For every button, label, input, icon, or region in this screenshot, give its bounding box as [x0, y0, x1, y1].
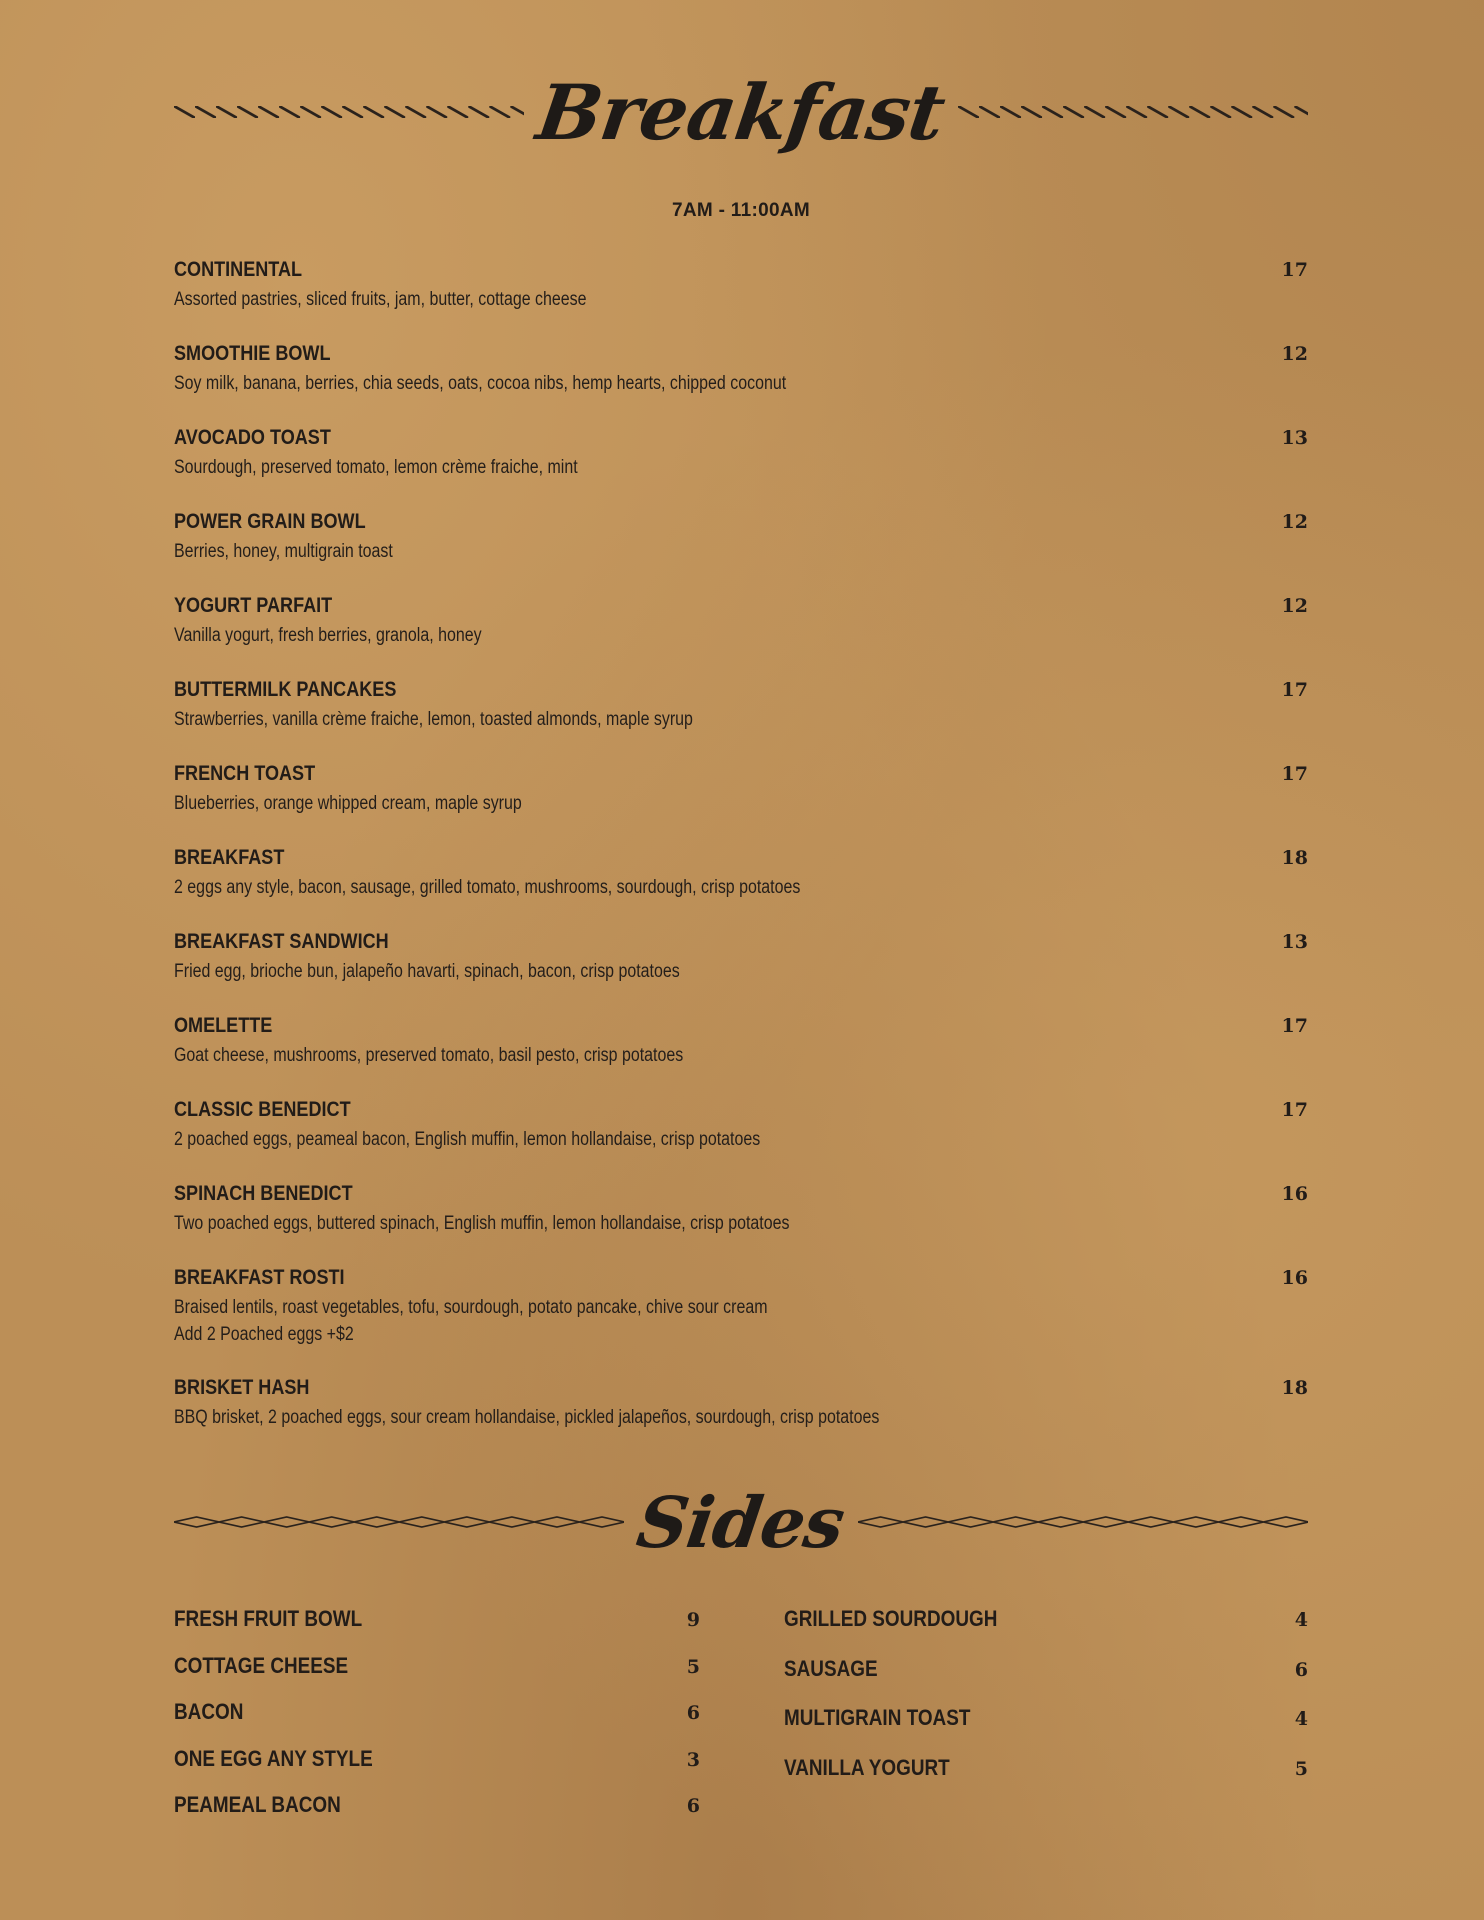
decorative-rule-left [174, 1516, 624, 1528]
menu-item-price: 16 [1281, 1267, 1308, 1289]
menu-item-name: BUTTERMILK PANCAKES [174, 678, 397, 701]
decorative-rule-left [174, 106, 524, 118]
menu-item-name: SMOOTHIE BOWL [174, 342, 331, 365]
menu-item [174, 594, 1308, 678]
menu-item [174, 258, 1308, 342]
decorative-rule-right [958, 106, 1308, 118]
side-item-name: ONE EGG ANY STYLE [174, 1745, 373, 1771]
menu-item-name: OMELETTE [174, 1014, 273, 1037]
menu-item-description: Blueberries, orange whipped cream, maple syrup [174, 793, 522, 814]
menu-item-header [174, 762, 1308, 790]
side-item [174, 1699, 700, 1746]
menu-item-price: 12 [1281, 511, 1308, 533]
menu-item [174, 762, 1308, 846]
menu-item-price: 18 [1281, 847, 1308, 869]
side-item-name: VANILLA YOGURT [784, 1754, 950, 1780]
menu-item-header [174, 846, 1308, 874]
menu-item-header [174, 930, 1308, 958]
sides-column-left [174, 1606, 700, 1839]
decorative-rule-right [858, 1516, 1308, 1528]
side-item-price: 6 [686, 1795, 700, 1817]
breakfast-menu-list [174, 258, 1308, 1460]
menu-item-price: 17 [1281, 259, 1308, 281]
menu-item [174, 342, 1308, 426]
menu-item-description: Sourdough, preserved tomato, lemon crème fraiche, mint [174, 457, 578, 478]
menu-item-header [174, 258, 1308, 286]
menu-item-name: FRENCH TOAST [174, 762, 316, 785]
side-item-name: MULTIGRAIN TOAST [784, 1705, 971, 1730]
menu-item-price: 17 [1281, 679, 1308, 701]
side-item [174, 1746, 700, 1793]
side-item [174, 1606, 700, 1653]
menu-item-description: Strawberries, vanilla crème fraiche, lemon, toasted almonds, maple syrup [174, 709, 693, 730]
menu-item-price: 17 [1281, 1015, 1308, 1037]
menu-item-description: Goat cheese, mushrooms, preserved tomato, basil pesto, crisp potatoes [174, 1045, 684, 1066]
sides-title: Sides [632, 1480, 850, 1564]
breakfast-header [174, 62, 1308, 162]
menu-item-name: CLASSIC BENEDICT [174, 1098, 351, 1121]
menu-item-header [174, 1376, 1308, 1404]
menu-item-description: 2 poached eggs, peameal bacon, English muffin, lemon hollandaise, crisp potatoes [174, 1129, 761, 1150]
menu-item-description: BBQ brisket, 2 poached eggs, sour cream hollandaise, pickled jalapeños, sourdough, crisp potatoes [174, 1407, 880, 1428]
breakfast-title: Breakfast [532, 67, 950, 157]
menu-item-header [174, 510, 1308, 538]
side-item-price: 6 [1294, 1658, 1308, 1681]
menu-item-price: 12 [1281, 595, 1308, 617]
menu-item-name: BRISKET HASH [174, 1376, 310, 1399]
side-item-price: 5 [1294, 1757, 1308, 1780]
menu-item-description: Braised lentils, roast vegetables, tofu, sourdough, potato pancake, chive sour cream [174, 1297, 768, 1318]
menu-item-description: Fried egg, brioche bun, jalapeño havarti, spinach, bacon, crisp potatoes [174, 961, 680, 982]
side-item-price: 9 [686, 1609, 700, 1631]
menu-item [174, 426, 1308, 510]
menu-item [174, 930, 1308, 1014]
side-item-name: COTTAGE CHEESE [174, 1652, 349, 1678]
menu-item-description: 2 eggs any style, bacon, sausage, grilled tomato, mushrooms, sourdough, crisp potatoes [174, 877, 801, 898]
menu-item-header [174, 594, 1308, 622]
menu-item-header [174, 342, 1308, 370]
menu-item-description: Vanilla yogurt, fresh berries, granola, honey [174, 625, 482, 646]
menu-item-name: CONTINENTAL [174, 258, 303, 281]
menu-item-price: 17 [1281, 1099, 1308, 1121]
side-item [784, 1755, 1308, 1805]
side-item-name: PEAMEAL BACON [174, 1792, 341, 1817]
menu-item [174, 1182, 1308, 1266]
side-item [784, 1606, 1308, 1656]
side-item-name: SAUSAGE [784, 1655, 878, 1681]
menu-item-price: 13 [1281, 427, 1308, 449]
menu-item-price: 13 [1281, 931, 1308, 953]
menu-item-name: BREAKFAST [174, 846, 285, 869]
menu-item [174, 1014, 1308, 1098]
menu-item-description: Assorted pastries, sliced fruits, jam, butter, cottage cheese [174, 289, 587, 310]
menu-item-header [174, 1098, 1308, 1126]
menu-item-description: Two poached eggs, buttered spinach, English muffin, lemon hollandaise, crisp potatoes [174, 1213, 790, 1234]
sides-column-right [784, 1606, 1308, 1804]
side-item-price: 6 [686, 1702, 700, 1724]
menu-item-name: BREAKFAST ROSTI [174, 1266, 345, 1289]
side-item [784, 1705, 1308, 1755]
menu-item-name: YOGURT PARFAIT [174, 594, 333, 617]
menu-item [174, 510, 1308, 594]
sides-header [174, 1472, 1308, 1572]
menu-item-name: SPINACH BENEDICT [174, 1182, 353, 1205]
menu-item-header [174, 678, 1308, 706]
menu-item-header [174, 1014, 1308, 1042]
menu-item [174, 678, 1308, 762]
menu-item [174, 846, 1308, 930]
side-item [174, 1653, 700, 1700]
menu-item-header [174, 1266, 1308, 1294]
side-item-name: GRILLED SOURDOUGH [784, 1606, 998, 1631]
menu-item-price: 12 [1281, 343, 1308, 365]
menu-item-price: 17 [1281, 763, 1308, 785]
menu-item-name: AVOCADO TOAST [174, 426, 331, 449]
side-item [784, 1656, 1308, 1706]
menu-item [174, 1376, 1308, 1460]
side-item-price: 5 [686, 1655, 700, 1678]
menu-item-description: Soy milk, banana, berries, chia seeds, oats, cocoa nibs, hemp hearts, chipped coconut [174, 373, 787, 394]
side-item-price: 4 [1294, 1609, 1308, 1631]
menu-item-header [174, 426, 1308, 454]
side-item-price: 4 [1294, 1708, 1308, 1730]
menu-item-addon: Add 2 Poached eggs +$2 [174, 1324, 354, 1345]
menu-item-name: BREAKFAST SANDWICH [174, 930, 389, 953]
side-item-name: FRESH FRUIT BOWL [174, 1606, 363, 1631]
side-item-price: 3 [686, 1748, 700, 1771]
menu-item [174, 1098, 1308, 1182]
breakfast-hours: 7AM - 11:00AM [672, 200, 810, 221]
menu-item [174, 1266, 1308, 1376]
side-item [174, 1792, 700, 1839]
menu-item-price: 18 [1281, 1377, 1308, 1399]
menu-page [174, 0, 1308, 1920]
menu-item-header [174, 1182, 1308, 1210]
side-item-name: BACON [174, 1699, 244, 1724]
menu-item-price: 16 [1281, 1183, 1308, 1205]
menu-item-name: POWER GRAIN BOWL [174, 510, 366, 533]
menu-item-description: Berries, honey, multigrain toast [174, 541, 393, 562]
